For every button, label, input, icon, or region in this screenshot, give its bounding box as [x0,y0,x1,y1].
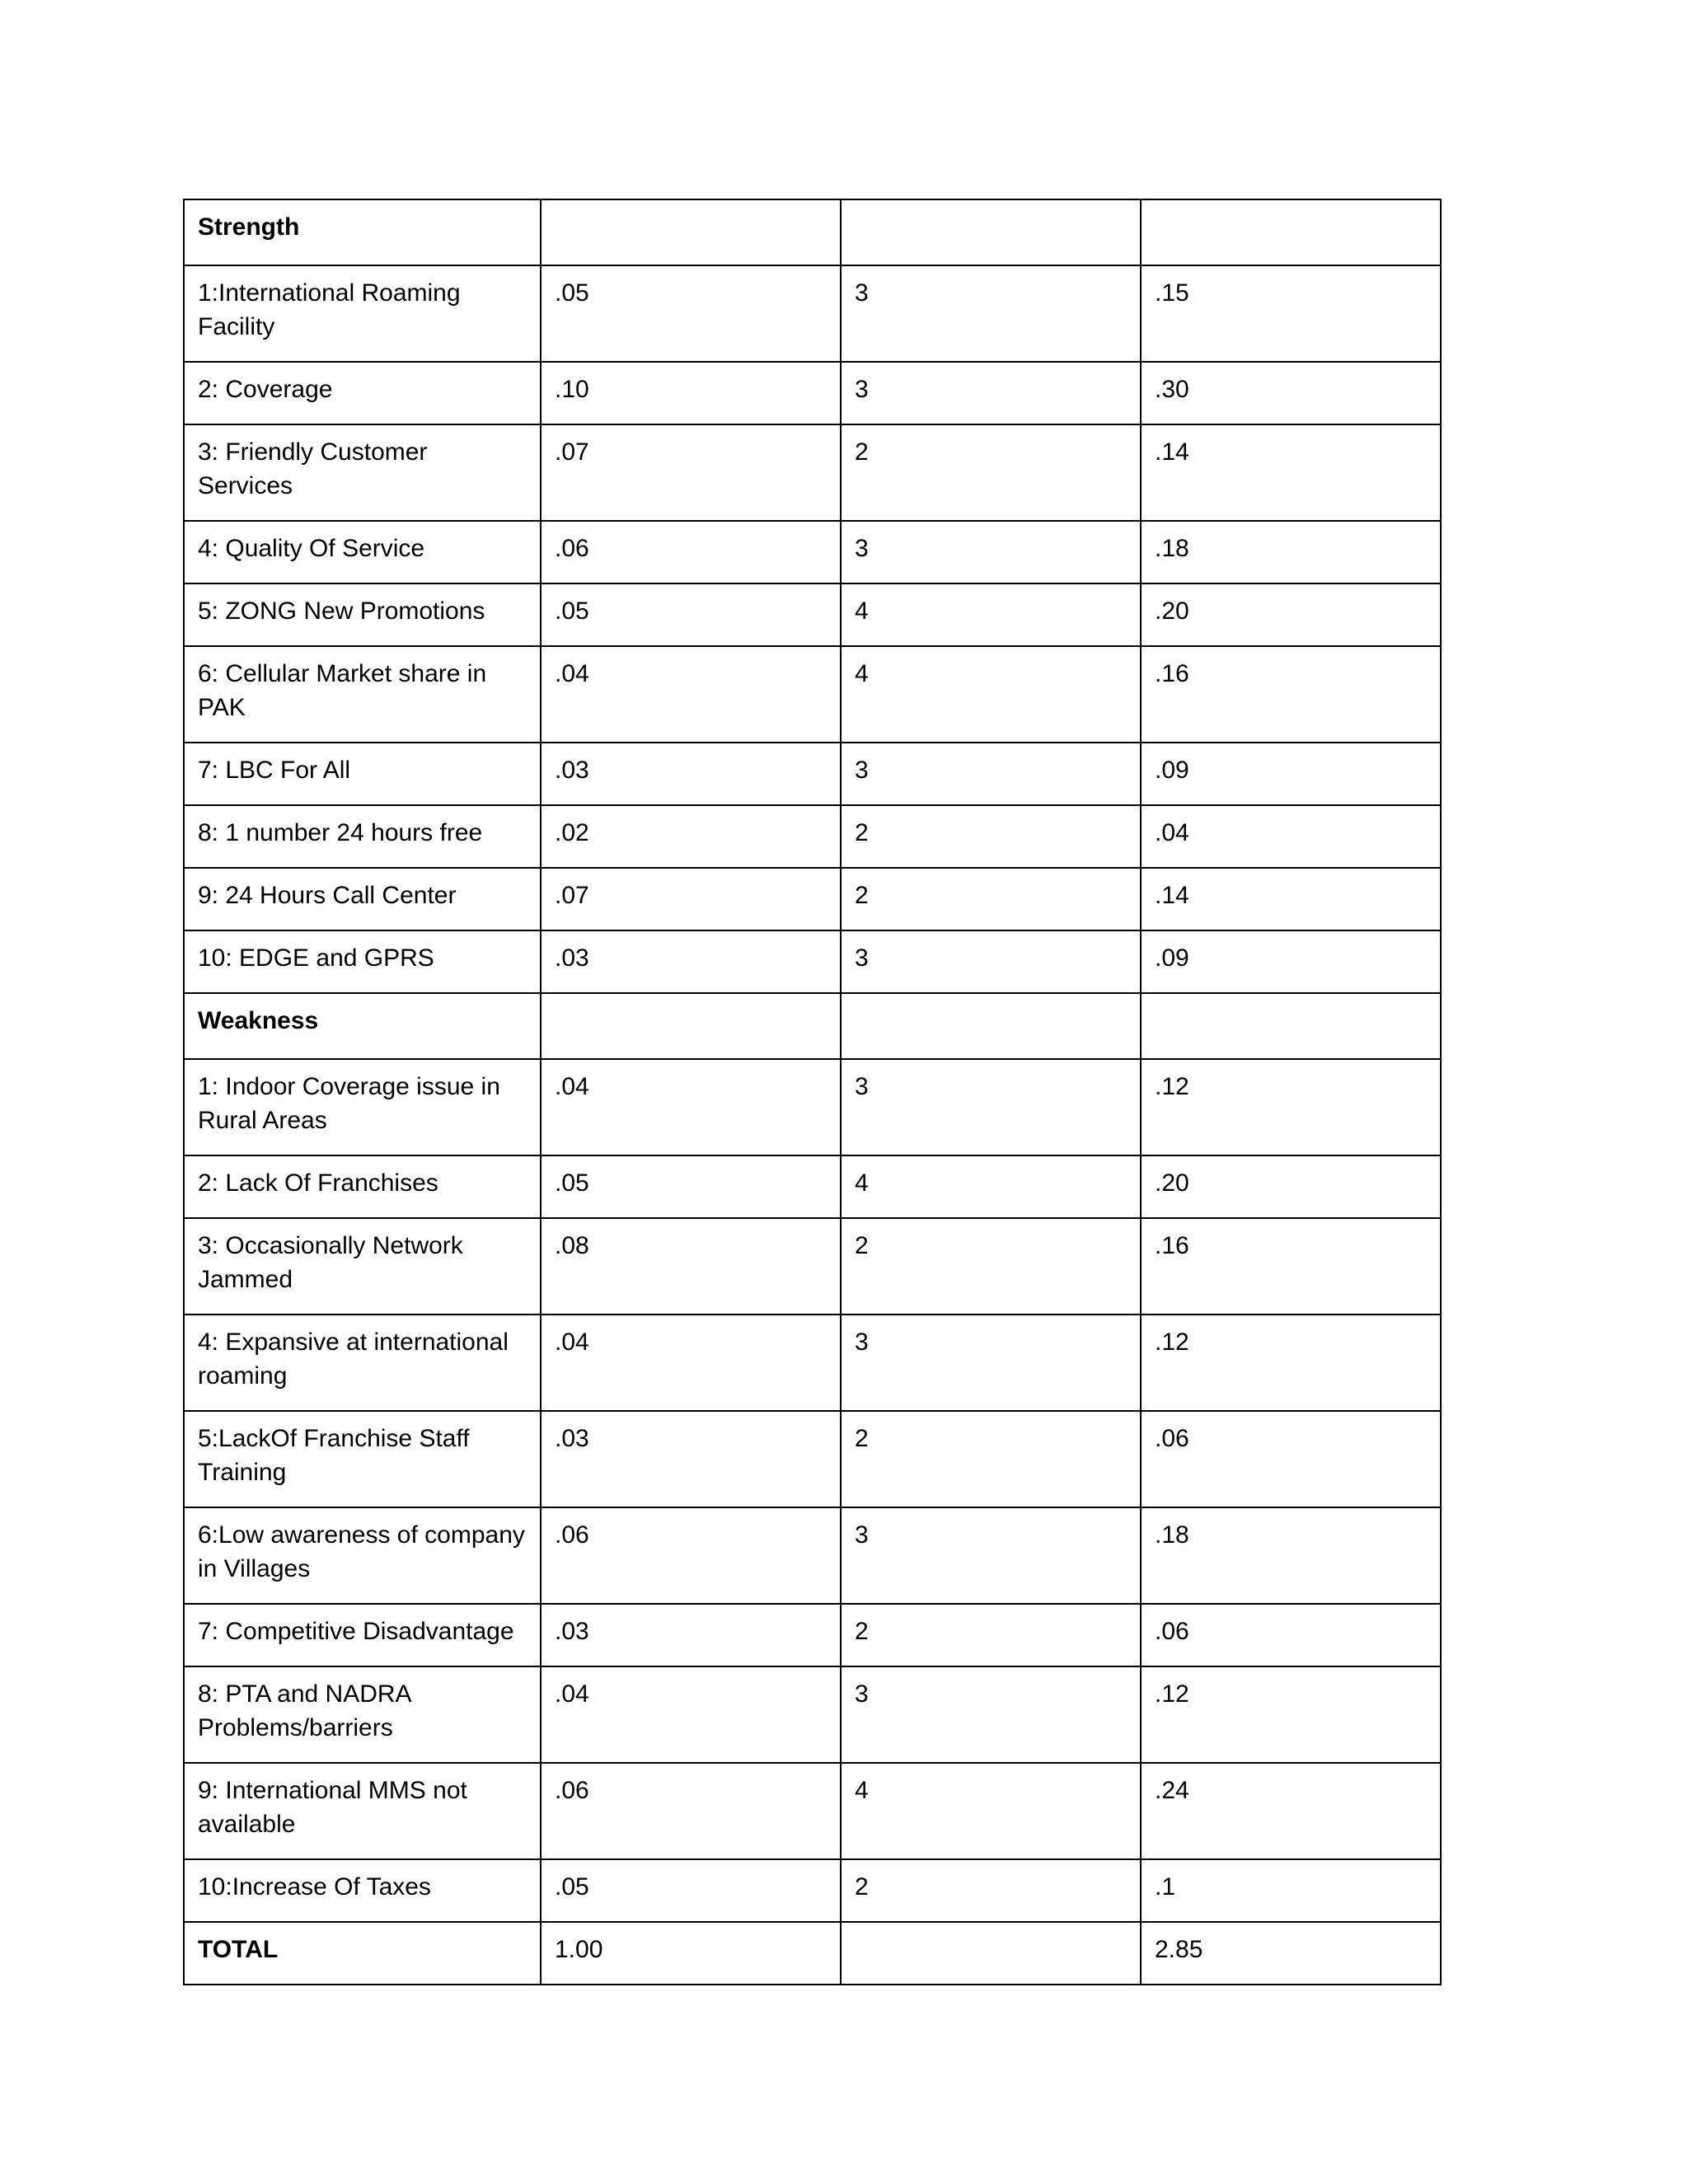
table-row [184,1218,1441,1315]
score-cell: .16 [1141,646,1441,743]
weight-cell: .04 [541,1059,841,1155]
table-row [184,930,1441,993]
rating-cell: 3 [841,362,1141,424]
weight-cell: .06 [541,1507,841,1604]
score-cell: .12 [1141,1666,1441,1763]
table-row [184,1059,1441,1155]
empty-cell [1141,199,1441,265]
weight-cell: .03 [541,743,841,805]
table-row [184,1604,1441,1666]
score-cell: .30 [1141,362,1441,424]
weight-cell: .04 [541,646,841,743]
factor-cell: 2: Lack Of Franchises [184,1155,541,1218]
factor-cell: 7: Competitive Disadvantage [184,1604,541,1666]
internal-factor-evaluation-table [183,199,1442,1985]
total-label: TOTAL [184,1922,541,1985]
rating-cell: 3 [841,1507,1141,1604]
score-cell: .06 [1141,1604,1441,1666]
factor-cell: 4: Quality Of Service [184,521,541,583]
weight-cell: .03 [541,930,841,993]
score-cell: .1 [1141,1859,1441,1922]
factor-cell: 1:International Roaming Facility [184,265,541,362]
table-row [184,1666,1441,1763]
empty-cell [541,993,841,1059]
score-cell: .18 [1141,521,1441,583]
table-row [184,1763,1441,1859]
score-cell: .12 [1141,1315,1441,1411]
table-row [184,583,1441,646]
table-row [184,1315,1441,1411]
weight-cell: .08 [541,1218,841,1315]
rating-cell: 2 [841,1859,1141,1922]
weight-cell: .10 [541,362,841,424]
rating-cell: 2 [841,1218,1141,1315]
section-title: Weakness [184,993,541,1059]
weight-cell: .07 [541,868,841,930]
factor-cell: 5:LackOf Franchise Staff Training [184,1411,541,1507]
weight-cell: .07 [541,424,841,521]
factor-cell: 10:Increase Of Taxes [184,1859,541,1922]
table-row [184,1155,1441,1218]
score-cell: .09 [1141,930,1441,993]
section-header-row [184,993,1441,1059]
score-cell: .06 [1141,1411,1441,1507]
total-weight: 1.00 [541,1922,841,1985]
weight-cell: .04 [541,1315,841,1411]
factor-cell: 1: Indoor Coverage issue in Rural Areas [184,1059,541,1155]
score-cell: .14 [1141,424,1441,521]
factor-cell: 5: ZONG New Promotions [184,583,541,646]
score-cell: .18 [1141,1507,1441,1604]
total-row [184,1922,1441,1985]
table-body [184,199,1441,1985]
rating-cell: 3 [841,265,1141,362]
weight-cell: .06 [541,1763,841,1859]
empty-cell [1141,993,1441,1059]
factor-cell: 3: Friendly Customer Services [184,424,541,521]
rating-cell: 4 [841,583,1141,646]
weight-cell: .03 [541,1411,841,1507]
total-rating [841,1922,1141,1985]
factor-cell: 8: 1 number 24 hours free [184,805,541,868]
table-row [184,1507,1441,1604]
score-cell: .15 [1141,265,1441,362]
rating-cell: 3 [841,743,1141,805]
rating-cell: 3 [841,1666,1141,1763]
factor-cell: 7: LBC For All [184,743,541,805]
rating-cell: 3 [841,521,1141,583]
table-row [184,521,1441,583]
factor-cell: 9: 24 Hours Call Center [184,868,541,930]
table-row [184,646,1441,743]
rating-cell: 2 [841,868,1141,930]
table-row [184,805,1441,868]
table-row [184,1859,1441,1922]
empty-cell [541,199,841,265]
rating-cell: 2 [841,424,1141,521]
score-cell: .04 [1141,805,1441,868]
score-cell: .12 [1141,1059,1441,1155]
factor-cell: 4: Expansive at international roaming [184,1315,541,1411]
table-row [184,868,1441,930]
weight-cell: .05 [541,1859,841,1922]
factor-cell: 9: International MMS not available [184,1763,541,1859]
rating-cell: 3 [841,930,1141,993]
rating-cell: 4 [841,646,1141,743]
empty-cell [841,993,1141,1059]
factor-cell: 3: Occasionally Network Jammed [184,1218,541,1315]
weight-cell: .06 [541,521,841,583]
weight-cell: .03 [541,1604,841,1666]
score-cell: .16 [1141,1218,1441,1315]
score-cell: .20 [1141,1155,1441,1218]
rating-cell: 3 [841,1059,1141,1155]
total-score: 2.85 [1141,1922,1441,1985]
weight-cell: .05 [541,265,841,362]
score-cell: .14 [1141,868,1441,930]
factor-cell: 6: Cellular Market share in PAK [184,646,541,743]
factor-cell: 8: PTA and NADRA Problems/barriers [184,1666,541,1763]
table-row [184,424,1441,521]
factor-cell: 2: Coverage [184,362,541,424]
table-row [184,362,1441,424]
empty-cell [841,199,1141,265]
rating-cell: 4 [841,1763,1141,1859]
rating-cell: 3 [841,1315,1141,1411]
factor-cell: 10: EDGE and GPRS [184,930,541,993]
score-cell: .24 [1141,1763,1441,1859]
weight-cell: .05 [541,1155,841,1218]
score-cell: .20 [1141,583,1441,646]
rating-cell: 2 [841,1411,1141,1507]
weight-cell: .02 [541,805,841,868]
table-row [184,1411,1441,1507]
weight-cell: .05 [541,583,841,646]
section-title: Strength [184,199,541,265]
table-row [184,265,1441,362]
rating-cell: 2 [841,1604,1141,1666]
table-row [184,743,1441,805]
factor-cell: 6:Low awareness of company in Villages [184,1507,541,1604]
score-cell: .09 [1141,743,1441,805]
rating-cell: 4 [841,1155,1141,1218]
section-header-row [184,199,1441,265]
rating-cell: 2 [841,805,1141,868]
weight-cell: .04 [541,1666,841,1763]
